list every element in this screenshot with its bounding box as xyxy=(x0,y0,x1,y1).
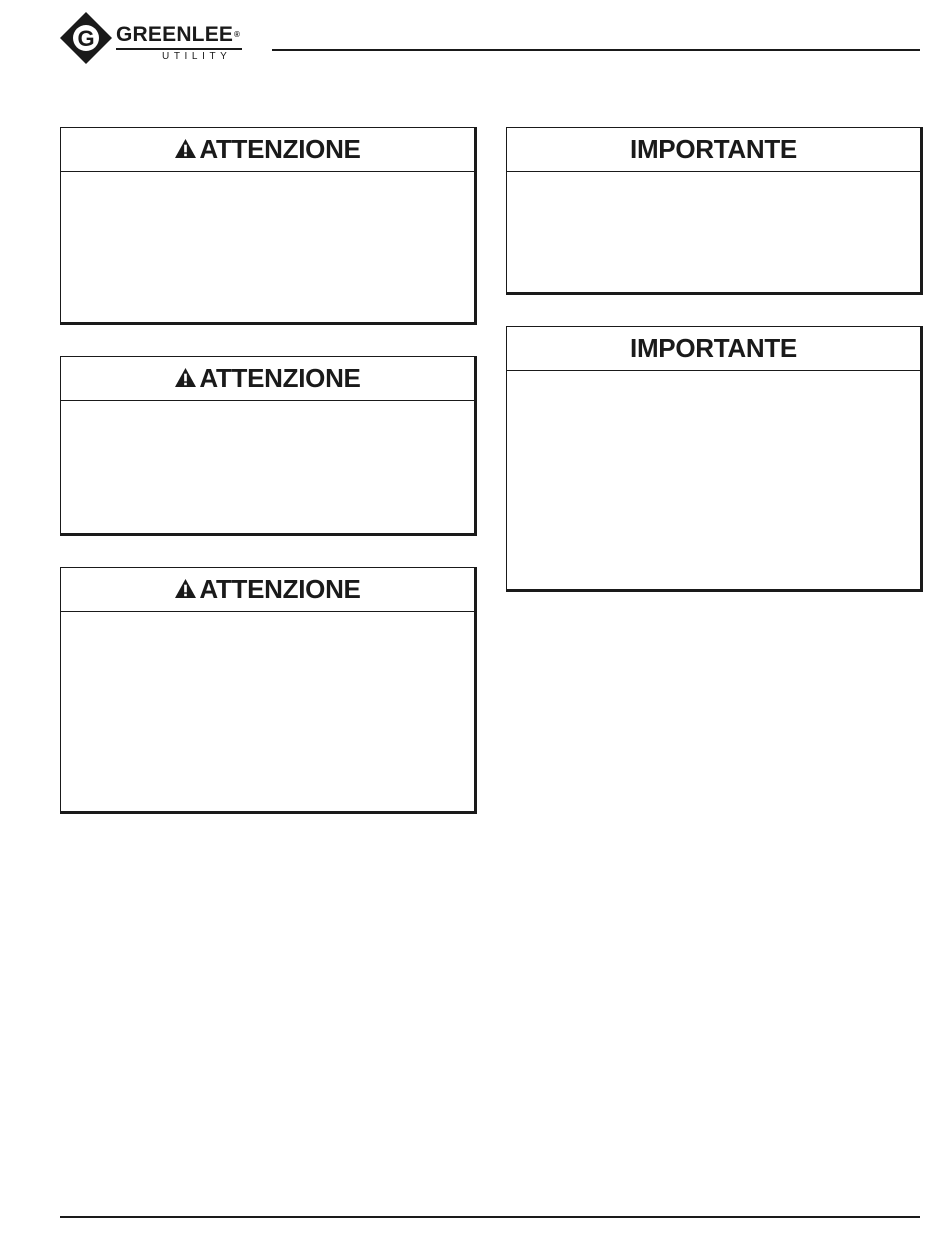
brand-name: GREENLEE xyxy=(116,23,234,46)
warning-box xyxy=(60,127,477,325)
warning-triangle-icon xyxy=(174,138,197,159)
warning-box xyxy=(60,567,477,814)
warning-box-title: ATTENZIONE xyxy=(199,363,361,393)
important-box xyxy=(506,326,923,592)
warning-triangle-icon xyxy=(174,367,197,388)
header-rule xyxy=(272,49,920,51)
warning-box-title: ATTENZIONE xyxy=(199,574,361,604)
warning-box xyxy=(60,356,477,536)
brand-subtitle: UTILITY xyxy=(162,51,232,62)
warning-box-header xyxy=(61,128,474,172)
important-box-title: IMPORTANTE xyxy=(630,333,797,363)
greenlee-logo xyxy=(58,10,248,66)
logo-letter: G xyxy=(77,26,95,51)
brand-underline xyxy=(116,48,242,50)
important-box xyxy=(506,127,923,295)
greenlee-diamond-icon xyxy=(58,10,114,66)
warning-triangle-icon xyxy=(174,578,197,599)
important-box-header xyxy=(507,327,920,371)
warning-box-header xyxy=(61,568,474,612)
brand-registered-mark: ® xyxy=(234,30,240,39)
warning-box-title: ATTENZIONE xyxy=(199,134,361,164)
warning-box-header xyxy=(61,357,474,401)
important-box-header xyxy=(507,128,920,172)
footer-rule xyxy=(60,1216,920,1218)
important-box-title: IMPORTANTE xyxy=(630,134,797,164)
